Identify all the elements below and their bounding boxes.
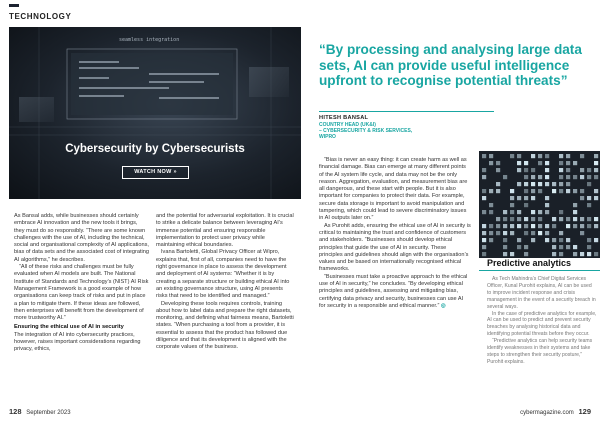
circuit-chip — [545, 231, 549, 235]
end-mark-icon: ◎ — [440, 302, 446, 309]
circuit-chip — [524, 189, 528, 193]
predictive-paragraph-3: “Predictive analytics can help security teams identify weaknesses in their systems and take steps to strengthen their security posture,” Purohit explains. — [487, 338, 593, 365]
circuit-chip — [503, 217, 507, 221]
section-bar — [9, 4, 19, 7]
predictive-paragraph-1: As Tech Mahindra’s Chief Digital Services Officer, Kunal Purohit explains, AI can be used to improve incident response and crisis management in the event of a security breach in several ways. — [487, 276, 596, 310]
circuit-chip — [496, 224, 500, 228]
circuit-chip — [517, 196, 521, 200]
circuit-chip — [517, 210, 521, 214]
circuit-chip — [524, 217, 528, 221]
circuit-chip — [524, 182, 528, 186]
circuit-chip — [489, 210, 493, 214]
circuit-chip — [517, 224, 521, 228]
circuit-chip — [482, 154, 486, 158]
circuit-chip — [482, 175, 486, 179]
circuit-chip — [510, 154, 514, 158]
circuit-chip — [489, 224, 493, 228]
circuit-chip — [594, 154, 598, 158]
circuit-chip — [531, 182, 535, 186]
circuit-chip — [496, 217, 500, 221]
circuit-chip — [510, 231, 514, 235]
quote-author-role — [319, 122, 439, 141]
circuit-chip — [531, 224, 535, 228]
circuit-chip — [524, 224, 528, 228]
circuit-chip — [594, 168, 598, 172]
circuit-chip — [594, 217, 598, 221]
circuit-chip — [531, 168, 535, 172]
circuit-chip — [538, 161, 542, 165]
section-label: TECHNOLOGY — [9, 12, 72, 21]
circuit-chip — [559, 189, 563, 193]
circuit-chip — [545, 161, 549, 165]
circuit-chip — [524, 196, 528, 200]
circuit-chip — [559, 231, 563, 235]
circuit-chip — [559, 182, 563, 186]
circuit-chip — [482, 210, 486, 214]
col2-paragraph-3: Developing these tools requires controls, training about how to label data and prepare the right datasets, monitoring, and defining what fairness means, Bartoletti states. “When purchasing a tool from a provider, it is essential to assess that the product has followed due diligence and that its development is aligned with the corporate values of the business. — [156, 300, 294, 351]
circuit-chip — [538, 224, 542, 228]
circuit-chip — [517, 238, 521, 242]
circuit-chip — [566, 238, 570, 242]
circuit-chip — [566, 245, 570, 249]
article-column-1 — [14, 213, 149, 354]
right-page-number: 129 — [578, 407, 591, 416]
role-line-1: COUNTRY HEAD (UK&I) — [319, 122, 376, 128]
circuit-chip — [545, 203, 549, 207]
circuit-chip — [545, 196, 549, 200]
circuit-chip — [531, 189, 535, 193]
circuit-board-image — [479, 151, 600, 258]
circuit-chip — [531, 175, 535, 179]
role-line-3: WIPRO — [319, 134, 336, 141]
circuit-chip — [573, 210, 577, 214]
circuit-chip — [566, 168, 570, 172]
circuit-chip — [545, 154, 549, 158]
col1-paragraph-1: As Bansal adds, while businesses should certainly embrace AI innovation and the new tools it brings, they must do so responsibly. “There are some known challenges with the use of AI, including the technical, social and organisational complexity of AI applications, bias of data sets and the associated cost of integrating AI algorithms,” he describes. — [14, 213, 149, 263]
circuit-chip — [496, 182, 500, 186]
circuit-chip — [545, 238, 549, 242]
circuit-chip — [594, 161, 598, 165]
circuit-chip — [573, 252, 577, 256]
circuit-chip — [489, 189, 493, 193]
circuit-grid-graphic — [479, 151, 600, 258]
circuit-chip — [531, 196, 535, 200]
circuit-chip — [496, 189, 500, 193]
predictive-analytics-body — [487, 276, 597, 366]
circuit-chip — [503, 252, 507, 256]
circuit-chip — [552, 217, 556, 221]
circuit-chip — [517, 154, 521, 158]
circuit-chip — [524, 161, 528, 165]
issue-date: September 2023 — [26, 410, 71, 416]
watch-now-button[interactable] — [122, 166, 189, 179]
circuit-chip — [566, 224, 570, 228]
circuit-chip — [559, 238, 563, 242]
article-column-2 — [156, 213, 294, 352]
circuit-chip — [573, 189, 577, 193]
circuit-chip — [510, 252, 514, 256]
circuit-chip — [517, 168, 521, 172]
circuit-chip — [580, 154, 584, 158]
circuit-chip — [587, 203, 591, 207]
circuit-chip — [524, 175, 528, 179]
circuit-chip — [552, 252, 556, 256]
circuit-chip — [503, 245, 507, 249]
circuit-chip — [559, 168, 563, 172]
predictive-divider — [479, 270, 600, 271]
circuit-chip — [580, 175, 584, 179]
watch-now-label: WATCH NOW — [134, 169, 172, 175]
left-page-number: 128 — [9, 407, 22, 416]
circuit-chip — [524, 252, 528, 256]
circuit-chip — [552, 182, 556, 186]
circuit-chip — [559, 217, 563, 221]
circuit-chip — [496, 161, 500, 165]
col3-paragraph-3-text: “Businesses must take a proactive approach to the ethical use of AI in security,” he concludes. “By developing ethical principles and guidelines, assessing and mitigating bias, certifying data privacy and security, businesses can use AI for security in a responsible and ethical manner.” — [319, 273, 468, 309]
circuit-chip — [552, 224, 556, 228]
circuit-chip — [559, 245, 563, 249]
circuit-chip — [587, 252, 591, 256]
circuit-chip — [510, 196, 514, 200]
circuit-chip — [531, 210, 535, 214]
circuit-chip — [545, 224, 549, 228]
circuit-chip — [594, 238, 598, 242]
circuit-chip — [545, 175, 549, 179]
circuit-chip — [580, 168, 584, 172]
circuit-chip — [594, 224, 598, 228]
circuit-chip — [587, 217, 591, 221]
circuit-chip — [510, 203, 514, 207]
circuit-chip — [538, 182, 542, 186]
role-line-2: – CYBERSECURITY & RISK SERVICES, — [319, 128, 413, 135]
circuit-chip — [496, 231, 500, 235]
circuit-chip — [538, 154, 542, 158]
hero-video-thumbnail[interactable] — [9, 27, 301, 199]
circuit-chip — [510, 224, 514, 228]
circuit-chip — [510, 189, 514, 193]
col3-paragraph-3 — [319, 274, 471, 310]
circuit-chip — [503, 238, 507, 242]
circuit-chip — [566, 182, 570, 186]
circuit-chip — [489, 238, 493, 242]
quote-author-name: HITESH BANSAL — [319, 115, 369, 121]
circuit-chip — [587, 175, 591, 179]
circuit-chip — [503, 224, 507, 228]
col1-subheading: Ensuring the ethical use of AI in security — [14, 324, 124, 331]
footer-left — [9, 407, 71, 416]
circuit-chip — [503, 231, 507, 235]
circuit-chip — [580, 231, 584, 235]
col3-paragraph-2: As Purohit adds, ensuring the ethical use of AI in security is critical to maintaining the trust and confidence of customers and stakeholders. “Businesses should develop ethical principles that guide the use of AI in security. These principles and guidelines should align with the organisation’s values and be based on internationally recognised ethical frameworks. — [319, 222, 471, 273]
hero-title: Cybersecurity by Cybersecurists — [65, 143, 245, 155]
circuit-chip — [489, 203, 493, 207]
circuit-chip — [594, 252, 598, 256]
circuit-chip — [559, 175, 563, 179]
col1-paragraph-2: “All of these risks and challenges must be fully evaluated when AI models are built. The National Institute of Standards and Technology’s (NIST) AI Risk Management Framework is a good example of how organisations can keep track of risks and put in place a plan to mitigate them. If these ideas are followed, then enterprises will benefit from the development of more trustworthy AI.” — [14, 264, 149, 322]
circuit-chip — [573, 245, 577, 249]
circuit-chip — [594, 175, 598, 179]
circuit-chip — [587, 196, 591, 200]
play-chevron-icon: » — [173, 169, 177, 175]
col2-paragraph-2: Ivana Bartoletti, Global Privacy Officer at Wipro, explains that, first of all, companies need to have the right governance in place to assess the development and deployment of AI systems: “Whether it is by creating a separate structure or building ethical AI into an existing governance structure, using AI presents risks that need to be identified and managed.” — [156, 249, 290, 300]
circuit-chip — [496, 168, 500, 172]
circuit-chip — [517, 161, 521, 165]
circuit-chip — [517, 217, 521, 221]
circuit-chip — [531, 154, 535, 158]
circuit-chip — [580, 189, 584, 193]
col3-paragraph-1: “Bias is never an easy thing: it can create harm as well as financial damage. Bias can emerge at many different points of the AI system life cycle, and data may not be the only reason. Aggregation, evaluation, and measurement bias are all dangerous, and these start with people. But it is also important for companies to protect their data. For example, secure data storage is important to avoid manipulation and tampering, which could lead to severe discriminatory issues in AI outputs later on.” — [319, 157, 468, 222]
circuit-chip — [559, 210, 563, 214]
circuit-chip — [524, 231, 528, 235]
circuit-chip — [517, 182, 521, 186]
circuit-chip — [524, 203, 528, 207]
col1-paragraph-3: The integration of AI into cybersecurity practices, however, raises important considerations regarding privacy, ethics, — [14, 331, 141, 353]
circuit-chip — [587, 245, 591, 249]
circuit-chip — [482, 238, 486, 242]
circuit-chip — [580, 252, 584, 256]
circuit-chip — [587, 238, 591, 242]
pull-quote — [319, 42, 591, 89]
circuit-chip — [587, 182, 591, 186]
circuit-chip — [566, 217, 570, 221]
circuit-chip — [538, 231, 542, 235]
circuit-chip — [573, 203, 577, 207]
circuit-chip — [482, 168, 486, 172]
circuit-chip — [510, 210, 514, 214]
circuit-chip — [573, 217, 577, 221]
circuit-chip — [524, 168, 528, 172]
circuit-chip — [566, 189, 570, 193]
circuit-chip — [538, 217, 542, 221]
circuit-chip — [559, 161, 563, 165]
circuit-chip — [482, 245, 486, 249]
circuit-chip — [510, 217, 514, 221]
circuit-chip — [545, 210, 549, 214]
circuit-chip — [489, 231, 493, 235]
magazine-site[interactable]: cybermagazine.com — [520, 410, 574, 416]
circuit-chip — [482, 196, 486, 200]
circuit-chip — [573, 161, 577, 165]
quote-divider — [319, 111, 494, 112]
predictive-paragraph-2: In the case of predictive analytics for example, AI can be used to predict and prevent security breaches by analysing historical data and identifying potential threats before they occur. — [487, 310, 597, 338]
circuit-chip — [594, 189, 598, 193]
circuit-chip — [524, 245, 528, 249]
circuit-chip — [503, 210, 507, 214]
circuit-chip — [489, 154, 493, 158]
circuit-chip — [489, 161, 493, 165]
circuit-chip — [573, 224, 577, 228]
circuit-chip — [559, 154, 563, 158]
circuit-chip — [552, 238, 556, 242]
circuit-chip — [552, 245, 556, 249]
circuit-chip — [552, 189, 556, 193]
circuit-chip — [559, 252, 563, 256]
circuit-chip — [566, 175, 570, 179]
close-quote-mark: ” — [560, 73, 568, 88]
circuit-chip — [566, 154, 570, 158]
circuit-chip — [482, 231, 486, 235]
circuit-chip — [580, 196, 584, 200]
circuit-chip — [482, 252, 486, 256]
circuit-chip — [545, 182, 549, 186]
circuit-chip — [538, 175, 542, 179]
hero-screen-text: seamless integration — [119, 37, 180, 43]
open-quote-mark: “ — [319, 42, 326, 57]
circuit-chip — [482, 189, 486, 193]
circuit-chip — [580, 224, 584, 228]
circuit-chip — [538, 210, 542, 214]
col2-paragraph-1: and the potential for adversarial exploitation. It is crucial to strike a delicate balance between leveraging AI’s immense potential and ensuring responsible implementation to protect user privacy while maintaining ethical boundaries. — [156, 213, 294, 249]
circuit-chip — [587, 168, 591, 172]
circuit-chip — [531, 217, 535, 221]
article-column-3 — [319, 157, 471, 310]
circuit-chip — [482, 224, 486, 228]
circuit-chip — [503, 175, 507, 179]
pull-quote-text: By processing and analysing large data sets, AI can provide useful intelligence upfront to recognise potential threats — [319, 42, 582, 88]
circuit-chip — [545, 168, 549, 172]
circuit-chip — [594, 196, 598, 200]
predictive-analytics-heading: Predictive analytics — [487, 258, 572, 268]
footer-right — [520, 407, 591, 416]
circuit-chip — [531, 238, 535, 242]
circuit-chip — [566, 161, 570, 165]
circuit-chip — [531, 231, 535, 235]
circuit-chip — [580, 217, 584, 221]
circuit-chip — [538, 189, 542, 193]
circuit-chip — [573, 175, 577, 179]
circuit-chip — [517, 245, 521, 249]
circuit-chip — [587, 224, 591, 228]
